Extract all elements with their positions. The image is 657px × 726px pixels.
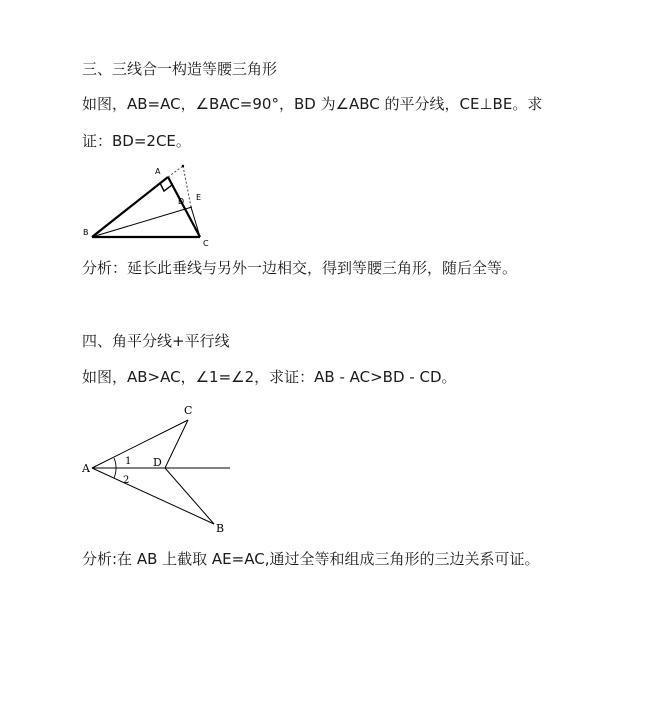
side-ac [168, 177, 200, 237]
label-angle-1: 1 [125, 456, 132, 467]
label-c: C [203, 239, 209, 248]
label-d: D [178, 197, 185, 206]
segment-ac [92, 420, 188, 468]
segment-ab [92, 468, 214, 524]
label-d: D [153, 456, 162, 469]
segment-db [165, 468, 214, 524]
side-ba [92, 177, 168, 237]
extension-dotted-ba [168, 166, 183, 177]
bisector-bd [92, 207, 192, 237]
right-angle-mark-a [160, 183, 172, 191]
figure-angle-bisector [78, 398, 243, 538]
label-a: A [155, 167, 161, 176]
label-b: B [83, 228, 89, 237]
angle-arc-1 [114, 458, 116, 468]
segment-cd [165, 420, 188, 468]
section3-analysis: 分析：延长此垂线与另外一边相交，得到等腰三角形，随后全等。 [82, 259, 518, 277]
label-e: E [196, 193, 202, 202]
section4-heading: 四、角平分线+平行线 [82, 332, 230, 350]
section4-analysis: 分析:在 AB 上截取 AE=AC,通过全等和组成三角形的三边关系可证。 [82, 550, 540, 568]
label-c: C [184, 404, 193, 417]
label-a: A [82, 462, 90, 475]
section3-problem-line2: 证：BD=2CE。 [82, 132, 191, 150]
angle-arc-2 [114, 468, 116, 478]
extension-dotted-ce [183, 166, 191, 207]
label-b: B [216, 522, 225, 535]
section3-problem-line1: 如图，AB=AC，∠BAC=90°，BD 为∠ABC 的平分线，CE⊥BE。求 [82, 95, 543, 113]
section4-problem: 如图，AB>AC，∠1=∠2，求证：AB - AC>BD - CD。 [82, 368, 457, 386]
extension-point [182, 165, 184, 167]
figure-isosceles-triangle [80, 160, 220, 250]
label-angle-2: 2 [123, 475, 130, 486]
section3-heading: 三、三线合一构造等腰三角形 [82, 60, 278, 78]
